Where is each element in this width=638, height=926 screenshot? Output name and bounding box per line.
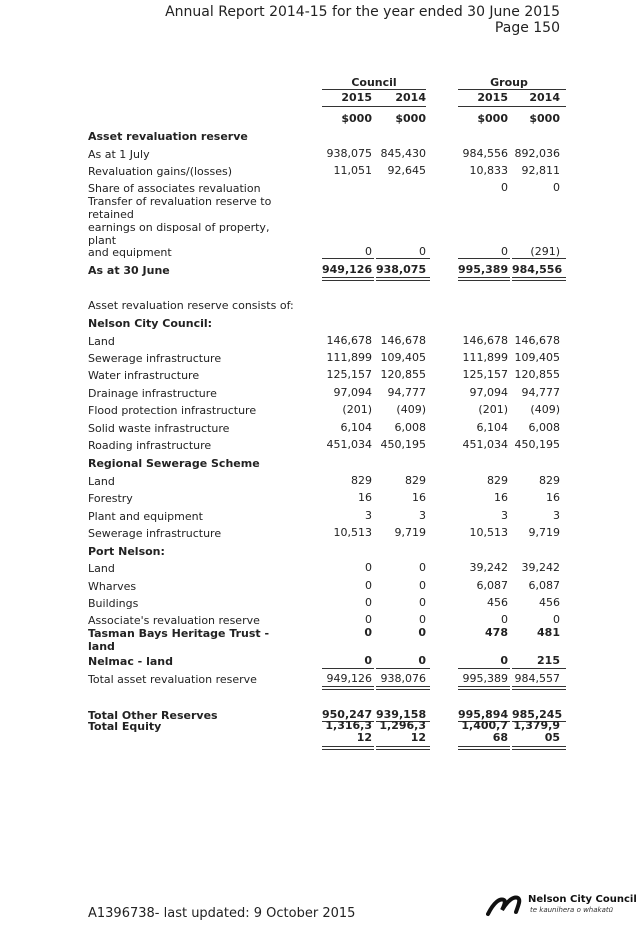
row-value: (201) [478, 403, 508, 416]
row-value: 1,316,3 12 [325, 719, 372, 744]
row-value: 6,104 [340, 421, 372, 434]
row-value: 120,855 [380, 368, 426, 381]
row-value: 92,811 [521, 164, 560, 177]
row-value: 0 [501, 181, 508, 194]
row-value: 984,557 [514, 672, 560, 685]
nelson-logo-icon [486, 892, 526, 918]
row-value: 451,034 [462, 438, 508, 451]
row-value: 0 [419, 613, 426, 626]
table-row [0, 165, 638, 181]
row-value: (291) [530, 245, 560, 258]
row-value: 1,296,3 12 [379, 719, 426, 744]
report-title: Annual Report 2014-15 for the year ended 30 June 2015 [165, 4, 560, 20]
row-value: 0 [419, 596, 426, 609]
row-value: 995,894 [458, 708, 509, 721]
row-value: 0 [419, 561, 426, 574]
council-heading-rule [322, 89, 426, 90]
row-label: Nelmac - land [88, 655, 173, 668]
row-label: Sewerage infrastructure [88, 352, 222, 365]
row-value: 829 [539, 474, 560, 487]
table-row [0, 369, 638, 385]
double-underline [458, 277, 510, 281]
double-underline [376, 686, 430, 690]
row-value: 0 [500, 654, 508, 667]
row-value: 0 [364, 626, 372, 639]
year-header: 2015 [477, 91, 508, 104]
row-value: 3 [365, 509, 372, 522]
row-label: Nelson City Council: [88, 317, 213, 330]
underline [322, 258, 374, 259]
row-value: 456 [487, 596, 508, 609]
row-value: 146,678 [326, 334, 372, 347]
row-label: Tasman Bays Heritage Trust - land [88, 627, 270, 653]
year-header: 2014 [395, 91, 426, 104]
row-value: 938,075 [376, 263, 427, 276]
row-value: 1,379,9 05 [513, 719, 560, 744]
double-underline [376, 746, 430, 750]
row-value: 9,719 [528, 526, 560, 539]
double-underline [322, 277, 374, 281]
row-label: Sewerage infrastructure [88, 527, 222, 540]
double-underline [512, 277, 566, 281]
table-row [0, 387, 638, 403]
table-row [0, 439, 638, 455]
row-value: 125,157 [326, 368, 372, 381]
double-underline [512, 746, 566, 750]
row-label: Land [88, 335, 115, 348]
row-label: Revaluation gains/(losses) [88, 165, 233, 178]
year-rule [458, 106, 566, 107]
underline [376, 258, 430, 259]
row-value: 950,247 [322, 708, 373, 721]
row-value: (409) [530, 403, 560, 416]
row-value: 10,513 [469, 526, 508, 539]
row-label: Share of associates revaluation Transfer of revaluation reserve to retained earnings on disposal of property, plant [88, 182, 272, 247]
row-value: 97,094 [333, 386, 372, 399]
row-label: Flood protection infrastructure [88, 404, 257, 417]
row-value: 6,087 [476, 579, 508, 592]
row-value: (201) [342, 403, 372, 416]
row-value: 111,899 [462, 351, 508, 364]
row-label: Forestry [88, 492, 133, 505]
row-value: 829 [487, 474, 508, 487]
year-header: 2015 [341, 91, 372, 104]
underline [376, 668, 430, 669]
row-value: 450,195 [514, 438, 560, 451]
underline [322, 668, 374, 669]
row-value: 39,242 [469, 561, 508, 574]
underline [512, 258, 566, 259]
row-value: 478 [485, 626, 508, 639]
row-value: 10,513 [333, 526, 372, 539]
double-underline [458, 686, 510, 690]
row-value: 146,678 [514, 334, 560, 347]
row-value: 0 [419, 579, 426, 592]
row-label: Plant and equipment [88, 510, 203, 523]
row-value: 1,400,7 68 [461, 719, 508, 744]
unit-header: $000 [395, 112, 426, 125]
row-label: Port Nelson: [88, 545, 165, 558]
row-value: 111,899 [326, 351, 372, 364]
row-value: 845,430 [380, 147, 426, 160]
table-row [0, 510, 638, 526]
table-row [0, 404, 638, 420]
row-value: 11,051 [333, 164, 372, 177]
row-value: 938,075 [326, 147, 372, 160]
row-value: 456 [539, 596, 560, 609]
row-value: 146,678 [380, 334, 426, 347]
underline [512, 668, 566, 669]
row-value: 3 [553, 509, 560, 522]
row-label: Wharves [88, 580, 137, 593]
double-underline [458, 746, 510, 750]
document-footer: A1396738- last updated: 9 October 2015 [88, 906, 356, 921]
row-value: 0 [365, 579, 372, 592]
row-value: 0 [419, 245, 426, 258]
row-value: 16 [546, 491, 560, 504]
table-row [0, 626, 638, 653]
row-value: 0 [553, 181, 560, 194]
row-value: 92,645 [387, 164, 426, 177]
table-row [0, 545, 638, 561]
table-row [0, 335, 638, 351]
row-value: 984,556 [462, 147, 508, 160]
row-value: 829 [405, 474, 426, 487]
row-value: 146,678 [462, 334, 508, 347]
double-underline [322, 746, 374, 750]
row-value: 984,556 [512, 263, 563, 276]
row-value: 3 [419, 509, 426, 522]
row-value: 6,104 [476, 421, 508, 434]
row-label: Asset revaluation reserve consists of: [88, 299, 294, 312]
row-label: Asset revaluation reserve [88, 130, 248, 143]
row-value: 481 [537, 626, 560, 639]
table-row [0, 597, 638, 613]
row-value: 450,195 [380, 438, 426, 451]
row-value: 94,777 [387, 386, 426, 399]
page-header [165, 4, 560, 36]
row-value: 0 [501, 613, 508, 626]
row-value: 0 [365, 561, 372, 574]
double-underline [376, 277, 430, 281]
table-row [0, 527, 638, 543]
row-value: 0 [418, 626, 426, 639]
row-value: 125,157 [462, 368, 508, 381]
row-label: Regional Sewerage Scheme [88, 457, 260, 470]
row-value: 215 [537, 654, 560, 667]
row-value: (409) [396, 403, 426, 416]
row-value: 0 [365, 245, 372, 258]
row-value: 829 [351, 474, 372, 487]
group-heading-rule [458, 89, 566, 90]
row-value: 995,389 [462, 672, 508, 685]
row-value: 94,777 [521, 386, 560, 399]
row-value: 120,855 [514, 368, 560, 381]
row-value: 949,126 [326, 672, 372, 685]
row-value: 6,008 [394, 421, 426, 434]
row-value: 16 [358, 491, 372, 504]
row-value: 938,076 [380, 672, 426, 685]
unit-header: $000 [529, 112, 560, 125]
row-value: 949,126 [322, 263, 373, 276]
unit-header: $000 [341, 112, 372, 125]
row-label: and equipment [88, 246, 172, 259]
row-value: 109,405 [514, 351, 560, 364]
table-row [0, 457, 638, 473]
row-value: 16 [494, 491, 508, 504]
row-value: 0 [501, 245, 508, 258]
table-row [0, 422, 638, 438]
table-row [0, 299, 638, 315]
logo-subtitle: te kaunihera o whakatū [530, 906, 614, 914]
table-row [0, 580, 638, 596]
underline [458, 258, 510, 259]
row-label: Total Equity [88, 720, 162, 733]
row-label: Total asset revaluation reserve [88, 673, 257, 686]
page-number: Page 150 [494, 20, 560, 36]
row-value: 10,833 [469, 164, 508, 177]
table-row [0, 317, 638, 333]
table-row [0, 475, 638, 491]
row-value: 0 [553, 613, 560, 626]
group-heading: Group [490, 76, 528, 89]
row-value: 6,087 [528, 579, 560, 592]
row-value: 0 [365, 596, 372, 609]
logo-name: Nelson City Council [528, 894, 637, 905]
unit-header: $000 [477, 112, 508, 125]
row-label: Roading infrastructure [88, 439, 212, 452]
row-value: 6,008 [528, 421, 560, 434]
row-label: Land [88, 475, 115, 488]
table-row [0, 719, 638, 744]
year-rule [322, 106, 426, 107]
row-label: Water infrastructure [88, 369, 200, 382]
row-label: Buildings [88, 597, 139, 610]
double-underline [322, 686, 374, 690]
table-row [0, 246, 638, 262]
row-value: 995,389 [458, 263, 509, 276]
table-row [0, 181, 638, 247]
underline [458, 668, 510, 669]
double-underline [512, 686, 566, 690]
row-value: 16 [412, 491, 426, 504]
row-value: 0 [418, 654, 426, 667]
row-value: 9,719 [394, 526, 426, 539]
table-row [0, 352, 638, 368]
council-heading: Council [351, 76, 397, 89]
row-value: 451,034 [326, 438, 372, 451]
table-row [0, 492, 638, 508]
row-label: Solid waste infrastructure [88, 422, 230, 435]
row-label: As at 1 July [88, 148, 150, 161]
row-value: 109,405 [380, 351, 426, 364]
table-row [0, 130, 638, 146]
row-label: Associate's revaluation reserve [88, 614, 260, 627]
row-label: As at 30 June [88, 264, 170, 277]
row-value: 939,158 [376, 708, 427, 721]
year-header: 2014 [529, 91, 560, 104]
table-row [0, 148, 638, 164]
row-value: 892,036 [514, 147, 560, 160]
row-value: 97,094 [469, 386, 508, 399]
row-label: Total Other Reserves [88, 709, 218, 722]
row-value: 985,245 [512, 708, 563, 721]
row-value: 39,242 [521, 561, 560, 574]
row-label: Land [88, 562, 115, 575]
table-row [0, 562, 638, 578]
row-value: 3 [501, 509, 508, 522]
row-value: 0 [365, 613, 372, 626]
row-label: Drainage infrastructure [88, 387, 217, 400]
council-logo [486, 892, 637, 920]
row-value: 0 [364, 654, 372, 667]
